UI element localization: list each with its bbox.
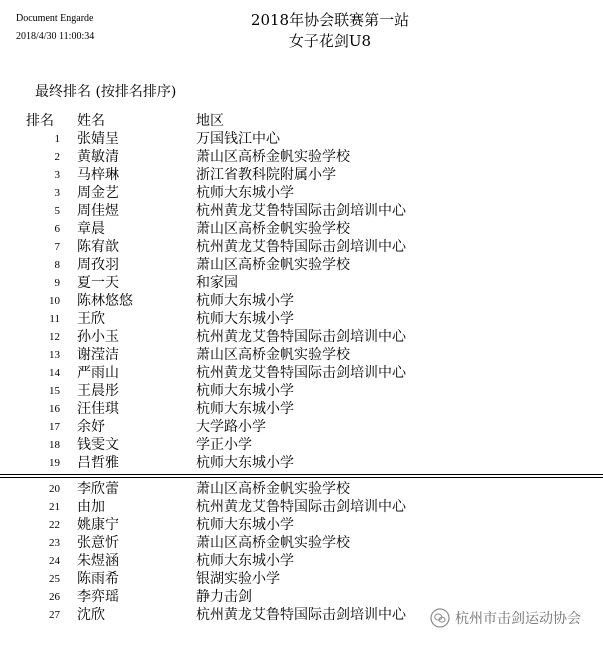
region-cell: 杭师大东城小学 — [196, 455, 294, 471]
region-cell: 杭师大东城小学 — [196, 517, 294, 533]
name-cell: 李弈瑶 — [77, 589, 119, 605]
region-cell: 萧山区高桥金帆实验学校 — [196, 257, 350, 273]
name-cell: 谢滢洁 — [77, 347, 119, 363]
table-row — [0, 202, 603, 220]
column-header-rank: 排名 — [26, 113, 54, 129]
table-row — [0, 256, 603, 274]
rank-cell: 10 — [49, 295, 60, 307]
rank-cell: 8 — [54, 259, 60, 271]
rank-cell: 1 — [54, 133, 60, 145]
rank-cell: 6 — [54, 223, 60, 235]
region-cell: 萧山区高桥金帆实验学校 — [196, 347, 350, 363]
region-cell: 大学路小学 — [196, 419, 266, 435]
region-cell: 万国钱江中心 — [196, 131, 280, 147]
rank-cell: 17 — [49, 421, 60, 433]
name-cell: 马梓琳 — [77, 167, 119, 183]
name-cell: 周孜羽 — [77, 257, 119, 273]
rank-cell: 2 — [54, 151, 60, 163]
table-row — [0, 310, 603, 328]
table-row — [0, 436, 603, 454]
region-cell: 萧山区高桥金帆实验学校 — [196, 221, 350, 237]
name-cell: 余妤 — [77, 419, 105, 435]
rank-cell: 14 — [49, 367, 60, 379]
name-cell: 黄敏清 — [77, 149, 119, 165]
watermark — [430, 608, 581, 628]
name-cell: 严雨山 — [77, 365, 119, 381]
table-row — [0, 480, 603, 498]
rank-cell: 25 — [49, 573, 60, 585]
ranking-table — [0, 130, 603, 624]
name-cell: 张意忻 — [77, 535, 119, 551]
name-cell: 章晨 — [77, 221, 105, 237]
print-datetime: 2018/4/30 11:00:34 — [16, 31, 95, 42]
name-cell: 周金艺 — [77, 185, 119, 201]
rank-cell: 12 — [49, 331, 60, 343]
table-row — [0, 570, 603, 588]
column-header-region: 地区 — [196, 113, 224, 129]
region-cell: 杭州黄龙艾鲁特国际击剑培训中心 — [196, 365, 406, 381]
column-header-name: 姓名 — [77, 113, 105, 129]
region-cell: 杭州黄龙艾鲁特国际击剑培训中心 — [196, 329, 406, 345]
table-row — [0, 588, 603, 606]
rank-cell: 13 — [49, 349, 60, 361]
name-cell: 朱煜涵 — [77, 553, 119, 569]
rank-cell: 5 — [54, 205, 60, 217]
region-cell: 萧山区高桥金帆实验学校 — [196, 481, 350, 497]
rank-cell: 9 — [54, 277, 60, 289]
rank-cell: 3 — [54, 169, 60, 181]
rank-cell: 3 — [54, 187, 60, 199]
table-row — [0, 274, 603, 292]
table-row — [0, 346, 603, 364]
region-cell: 萧山区高桥金帆实验学校 — [196, 535, 350, 551]
rank-cell: 26 — [49, 591, 60, 603]
table-row — [0, 418, 603, 436]
rank-cell: 21 — [49, 501, 60, 513]
region-cell: 杭州黄龙艾鲁特国际击剑培训中心 — [196, 203, 406, 219]
name-cell: 陈雨希 — [77, 571, 119, 587]
region-cell: 杭州黄龙艾鲁特国际击剑培训中心 — [196, 607, 406, 623]
region-cell: 和家园 — [196, 275, 238, 291]
table-row — [0, 382, 603, 400]
table-row — [0, 454, 603, 472]
document-subtitle: 女子花剑U8 — [288, 32, 372, 50]
name-cell: 李欣蕾 — [77, 481, 119, 497]
rank-cell: 22 — [49, 519, 60, 531]
rank-cell: 15 — [49, 385, 60, 397]
rank-cell: 27 — [49, 609, 60, 621]
region-cell: 浙江省教科院附属小学 — [196, 167, 336, 183]
name-cell: 姚康宁 — [77, 517, 119, 533]
table-row — [0, 498, 603, 516]
name-cell: 王晨彤 — [77, 383, 119, 399]
app-name: Document Engarde — [16, 13, 94, 24]
wechat-icon — [430, 608, 450, 628]
table-row — [0, 184, 603, 202]
table-row — [0, 220, 603, 238]
table-row — [0, 130, 603, 148]
table-row — [0, 148, 603, 166]
region-cell: 萧山区高桥金帆实验学校 — [196, 149, 350, 165]
region-cell: 杭师大东城小学 — [196, 185, 294, 201]
rank-cell: 24 — [49, 555, 60, 567]
name-cell: 汪佳琪 — [77, 401, 119, 417]
table-row — [0, 364, 603, 382]
table-row — [0, 400, 603, 418]
name-cell: 夏一天 — [77, 275, 119, 291]
name-cell: 吕哲雅 — [77, 455, 119, 471]
table-row — [0, 166, 603, 184]
table-row — [0, 516, 603, 534]
name-cell: 钱雯文 — [77, 437, 119, 453]
rank-cell: 16 — [49, 403, 60, 415]
region-cell: 杭师大东城小学 — [196, 311, 294, 327]
region-cell: 杭师大东城小学 — [196, 401, 294, 417]
region-cell: 银湖实验小学 — [196, 571, 280, 587]
region-cell: 杭师大东城小学 — [196, 383, 294, 399]
name-cell: 孙小玉 — [77, 329, 119, 345]
name-cell: 周佳煜 — [77, 203, 119, 219]
table-row — [0, 534, 603, 552]
name-cell: 由加 — [77, 499, 105, 515]
name-cell: 张婧呈 — [77, 131, 119, 147]
cutoff-divider — [0, 472, 603, 480]
section-title: 最终排名 (按排名排序) — [35, 84, 177, 100]
region-cell: 杭州黄龙艾鲁特国际击剑培训中心 — [196, 499, 406, 515]
rank-cell: 7 — [54, 241, 60, 253]
table-row — [0, 238, 603, 256]
rank-cell: 18 — [49, 439, 60, 451]
name-cell: 沈欣 — [77, 607, 105, 623]
table-row — [0, 328, 603, 346]
name-cell: 陈林悠悠 — [77, 293, 133, 309]
name-cell: 王欣 — [77, 311, 105, 327]
region-cell: 学正小学 — [196, 437, 252, 453]
rank-cell: 11 — [49, 313, 60, 325]
table-row — [0, 552, 603, 570]
document-title: 2018年协会联赛第一站 — [250, 11, 410, 29]
table-row — [0, 292, 603, 310]
rank-cell: 23 — [49, 537, 60, 549]
region-cell: 杭师大东城小学 — [196, 553, 294, 569]
region-cell: 杭师大东城小学 — [196, 293, 294, 309]
rank-cell: 19 — [49, 457, 60, 469]
watermark-text: 杭州市击剑运动协会 — [455, 611, 581, 627]
region-cell: 静力击剑 — [196, 589, 252, 605]
region-cell: 杭州黄龙艾鲁特国际击剑培训中心 — [196, 239, 406, 255]
name-cell: 陈宥歆 — [77, 239, 119, 255]
rank-cell: 20 — [49, 483, 60, 495]
